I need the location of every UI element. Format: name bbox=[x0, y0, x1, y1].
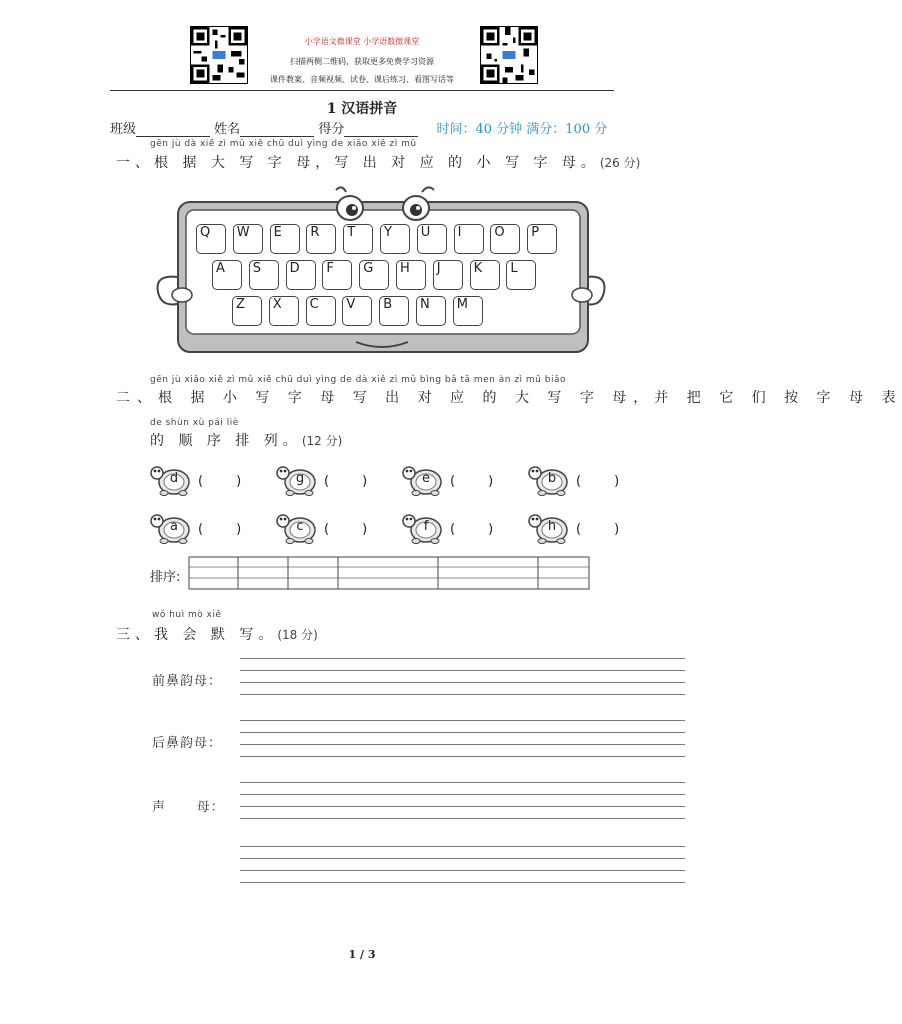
turtle-icon bbox=[402, 510, 446, 544]
key-z: Z bbox=[232, 296, 262, 326]
key-j: J bbox=[433, 260, 463, 290]
section2-heading-2-text: 的 顺 序 排 列。 bbox=[150, 433, 302, 449]
turtle-icon bbox=[276, 462, 320, 496]
turtle-letter: d bbox=[169, 471, 179, 486]
order-label: 排序: bbox=[150, 570, 181, 585]
order-grid-lines bbox=[188, 556, 590, 590]
section1-heading-text: 一、根 据 大 写 字 母，写 出 对 应 的 小 写 字 母。 bbox=[116, 155, 600, 171]
name-label: 姓名 bbox=[214, 122, 241, 137]
key-d: D bbox=[286, 260, 316, 290]
key-i: I bbox=[454, 224, 484, 254]
header-divider bbox=[110, 90, 614, 91]
answer-paren[interactable]: ( ) bbox=[576, 474, 620, 489]
writing-line[interactable] bbox=[240, 870, 685, 871]
key-r: R bbox=[306, 224, 336, 254]
section3-heading bbox=[116, 624, 318, 644]
writing-line[interactable] bbox=[240, 658, 685, 659]
section2-score: (12 分) bbox=[301, 434, 343, 448]
turtle-icon bbox=[528, 510, 572, 544]
turtle-letter: h bbox=[547, 519, 557, 534]
turtle-letter: f bbox=[423, 519, 429, 534]
section2-heading-2 bbox=[150, 430, 342, 450]
section1-score: (26 分) bbox=[599, 156, 641, 170]
writing-line[interactable] bbox=[240, 846, 685, 847]
key-t: T bbox=[343, 224, 373, 254]
initials-label: 声 母： bbox=[152, 800, 225, 815]
key-o: O bbox=[490, 224, 520, 254]
key-w: W bbox=[233, 224, 263, 254]
key-a: A bbox=[212, 260, 242, 290]
key-m: M bbox=[453, 296, 483, 326]
key-q: Q bbox=[196, 224, 226, 254]
page-title: 1 汉语拼音 bbox=[326, 101, 398, 117]
turtle-icon bbox=[402, 462, 446, 496]
key-e: E bbox=[270, 224, 300, 254]
section3-score: (18 分) bbox=[277, 628, 318, 642]
key-v: V bbox=[342, 296, 372, 326]
answer-paren[interactable]: ( ) bbox=[324, 522, 368, 537]
banner-line-2: 扫描两侧二维码，获取更多免费学习资源 bbox=[290, 57, 434, 66]
key-u: U bbox=[417, 224, 447, 254]
time-info: 时间：40 分钟 满分：100 分 bbox=[436, 122, 608, 137]
score-field[interactable] bbox=[344, 122, 418, 137]
answer-paren[interactable]: ( ) bbox=[450, 474, 494, 489]
key-f: F bbox=[322, 260, 352, 290]
answer-paren[interactable]: ( ) bbox=[576, 522, 620, 537]
writing-line[interactable] bbox=[240, 818, 685, 819]
writing-line[interactable] bbox=[240, 744, 685, 745]
section1-pinyin: gēn jù dà xiě zì mǔ xiě chū duì yìng de xiǎo xiě zì mǔ bbox=[150, 139, 417, 149]
key-n: N bbox=[416, 296, 446, 326]
section3-heading-text: 三、我 会 默 写。 bbox=[116, 627, 278, 643]
key-c: C bbox=[306, 296, 336, 326]
answer-paren[interactable]: ( ) bbox=[324, 474, 368, 489]
writing-line[interactable] bbox=[240, 806, 685, 807]
section2-heading-1: 二、根 据 小 写 字 母 写 出 对 应 的 大 写 字 母，并 把 它 们 按 字 母 表 bbox=[116, 390, 902, 406]
key-g: G bbox=[359, 260, 389, 290]
answer-paren[interactable]: ( ) bbox=[198, 474, 242, 489]
banner-line-1: 小学语文微课堂 小学语数微课堂 bbox=[304, 37, 420, 46]
turtle-icon bbox=[528, 462, 572, 496]
writing-line[interactable] bbox=[240, 732, 685, 733]
name-field[interactable] bbox=[240, 122, 314, 137]
score-label: 得分 bbox=[318, 122, 345, 137]
keyboard-illustration bbox=[150, 180, 610, 356]
writing-line[interactable] bbox=[240, 794, 685, 795]
writing-line[interactable] bbox=[240, 782, 685, 783]
writing-line[interactable] bbox=[240, 882, 685, 883]
key-b: B bbox=[379, 296, 409, 326]
back-nasal-label: 后鼻韵母： bbox=[152, 736, 223, 751]
writing-line[interactable] bbox=[240, 756, 685, 757]
banner-line-3: 课件教案、音频视频、试卷、课后练习、看图写话等 bbox=[270, 75, 454, 84]
section1-heading bbox=[116, 152, 640, 172]
key-p: P bbox=[527, 224, 557, 254]
page-number: 1 / 3 bbox=[348, 948, 376, 961]
turtle-letter: a bbox=[170, 519, 178, 534]
key-h: H bbox=[396, 260, 426, 290]
key-x: X bbox=[269, 296, 299, 326]
writing-line[interactable] bbox=[240, 670, 685, 671]
section3-pinyin: wǒ huì mò xiě bbox=[152, 610, 222, 620]
writing-line[interactable] bbox=[240, 858, 685, 859]
writing-line[interactable] bbox=[240, 694, 685, 695]
writing-line[interactable] bbox=[240, 720, 685, 721]
order-answer-grid[interactable] bbox=[188, 556, 590, 590]
turtle-letter: e bbox=[422, 471, 430, 486]
section2-pinyin-1: gēn jù xiǎo xiě zì mǔ xiě chū duì yìng de dà xiě zì mǔ bìng bǎ tā men àn zì mǔ biǎo bbox=[150, 375, 566, 385]
class-field[interactable] bbox=[136, 122, 210, 137]
key-y: Y bbox=[380, 224, 410, 254]
section2-pinyin-2: de shùn xù pái liè bbox=[150, 418, 239, 428]
turtle-letter: g bbox=[295, 471, 305, 486]
turtle-icon bbox=[276, 510, 320, 544]
front-nasal-label: 前鼻韵母： bbox=[152, 674, 223, 689]
key-s: S bbox=[249, 260, 279, 290]
student-info bbox=[110, 118, 607, 137]
writing-line[interactable] bbox=[240, 682, 685, 683]
class-label: 班级 bbox=[110, 122, 137, 137]
turtle-icon bbox=[150, 510, 194, 544]
key-l: L bbox=[506, 260, 536, 290]
turtle-icon bbox=[150, 462, 194, 496]
turtle-letter: b bbox=[547, 471, 557, 486]
key-k: K bbox=[470, 260, 500, 290]
answer-paren[interactable]: ( ) bbox=[198, 522, 242, 537]
turtle-letter: c bbox=[296, 519, 304, 534]
left-eye-icon bbox=[336, 187, 363, 220]
answer-paren[interactable]: ( ) bbox=[450, 522, 494, 537]
